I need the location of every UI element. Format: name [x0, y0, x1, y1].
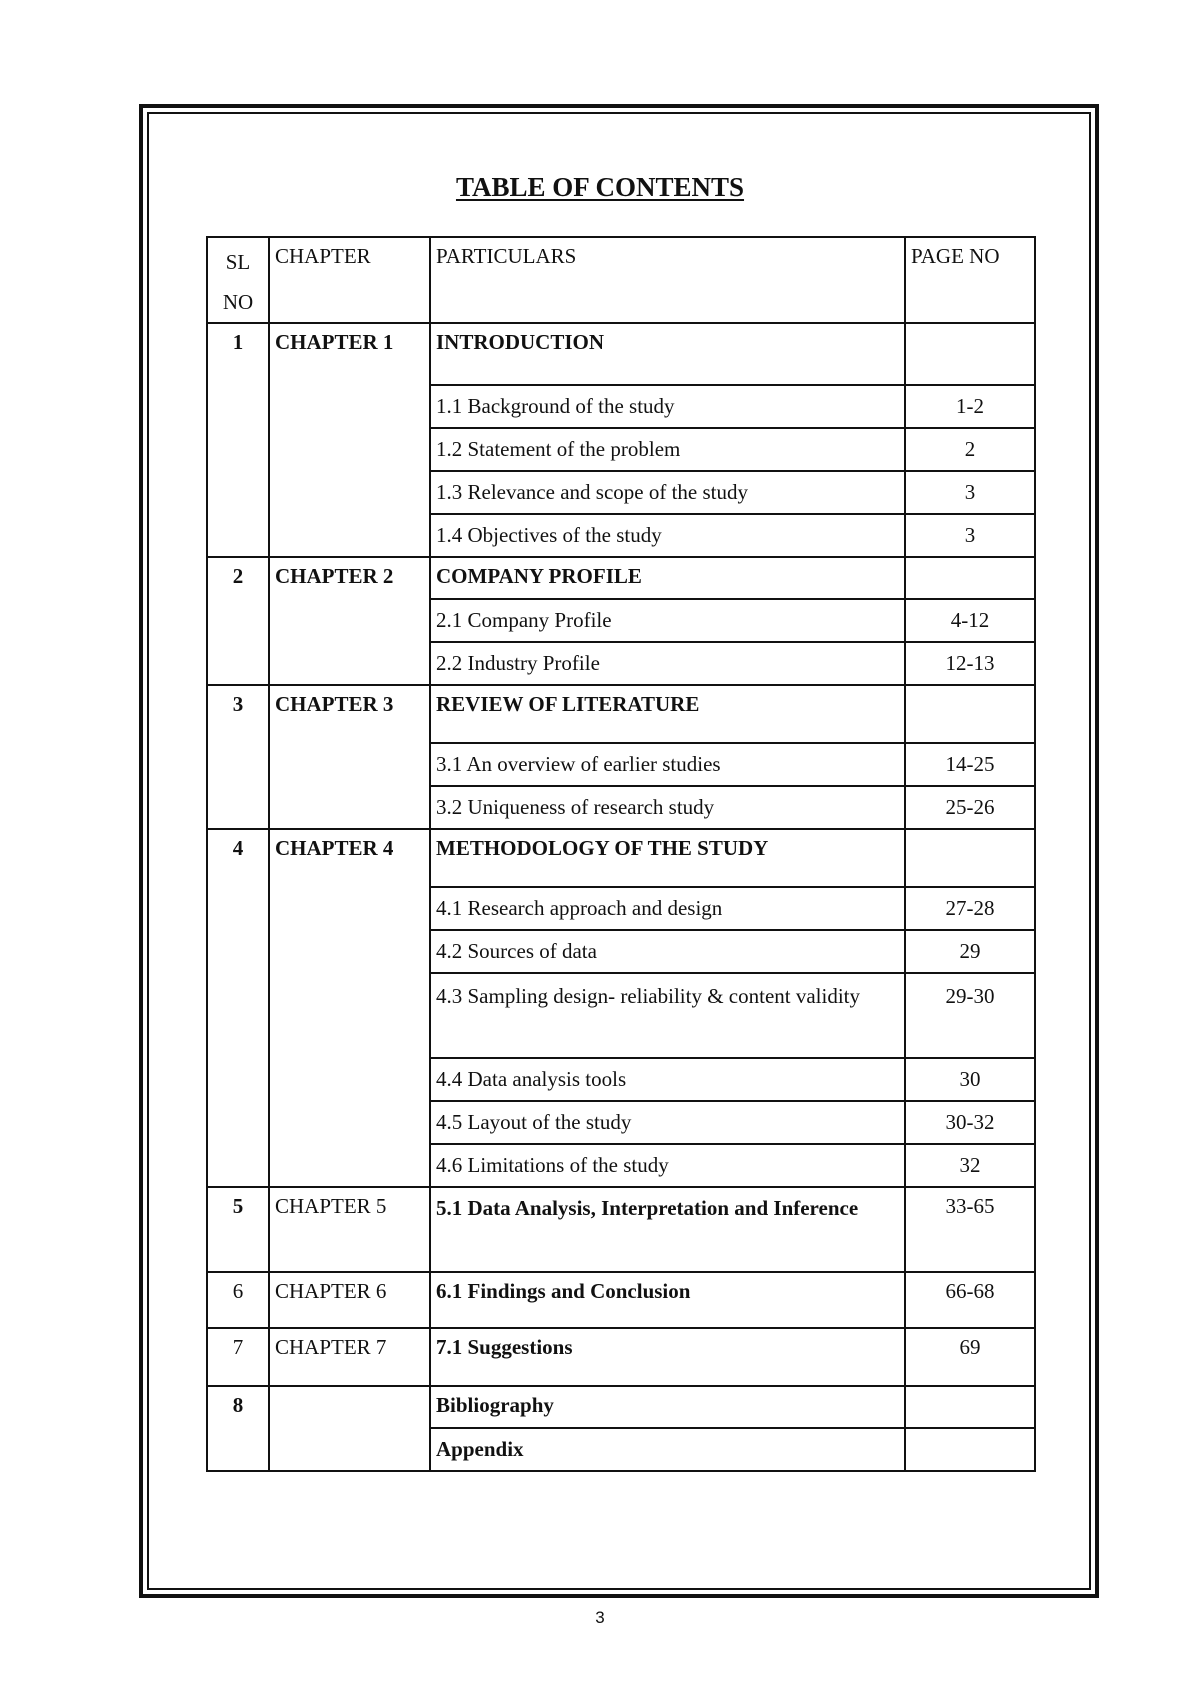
toc-entry: 4.1 Research approach and design [430, 887, 905, 930]
sl-no-cell: 3 [207, 685, 269, 829]
toc-entry: 1.3 Relevance and scope of the study [430, 471, 905, 514]
page-range-cell: 27-28 [905, 887, 1035, 930]
sl-no-cell: 1 [207, 323, 269, 557]
toc-entry: 4.2 Sources of data [430, 930, 905, 973]
section-heading: COMPANY PROFILE [430, 557, 905, 599]
section-heading: 5.1 Data Analysis, Interpretation and Inference [430, 1187, 905, 1272]
page-range-cell: 14-25 [905, 743, 1035, 786]
page-range-cell: 29 [905, 930, 1035, 973]
table-row [207, 1187, 1035, 1272]
toc-entry: 3.1 An overview of earlier studies [430, 743, 905, 786]
header-particulars: PARTICULARS [430, 237, 905, 323]
sl-no-cell: 4 [207, 829, 269, 1187]
page-range-cell: 3 [905, 471, 1035, 514]
heading-page-cell [905, 557, 1035, 599]
toc-entry: 4.5 Layout of the study [430, 1101, 905, 1144]
heading-page-cell [905, 829, 1035, 887]
page-range-cell: 29-30 [905, 973, 1035, 1058]
header-page-no: PAGE NO [905, 237, 1035, 323]
chapter-cell: CHAPTER 2 [269, 557, 430, 685]
header-row [207, 237, 1035, 323]
page-range-cell: 4-12 [905, 599, 1035, 642]
section-heading: INTRODUCTION [430, 323, 905, 385]
heading-page-cell: 66-68 [905, 1272, 1035, 1328]
heading-page-cell [905, 1386, 1035, 1428]
page-number: 3 [595, 1608, 605, 1627]
page-range-cell [905, 1428, 1035, 1471]
contents-table [206, 236, 1036, 1472]
sl-no-cell: 8 [207, 1386, 269, 1471]
chapter-cell: CHAPTER 7 [269, 1328, 430, 1386]
toc-entry: 4.4 Data analysis tools [430, 1058, 905, 1101]
heading-page-cell: 69 [905, 1328, 1035, 1386]
toc-entry: 1.4 Objectives of the study [430, 514, 905, 557]
section-heading: 7.1 Suggestions [430, 1328, 905, 1386]
toc-entry: 2.1 Company Profile [430, 599, 905, 642]
header-chapter: CHAPTER [269, 237, 430, 323]
chapter-cell: CHAPTER 6 [269, 1272, 430, 1328]
toc-entry: 3.2 Uniqueness of research study [430, 786, 905, 829]
table-row [207, 829, 1035, 887]
page-range-cell: 12-13 [905, 642, 1035, 685]
page-title: TABLE OF CONTENTS [455, 172, 745, 202]
chapter-cell: CHAPTER 1 [269, 323, 430, 557]
sl-no-cell: 5 [207, 1187, 269, 1272]
table-row [207, 1386, 1035, 1428]
page-range-cell: 30-32 [905, 1101, 1035, 1144]
page-range-cell: 25-26 [905, 786, 1035, 829]
section-heading: REVIEW OF LITERATURE [430, 685, 905, 743]
header-sl-no: SL NO [207, 237, 269, 323]
heading-page-cell: 33-65 [905, 1187, 1035, 1272]
table-row [207, 1272, 1035, 1328]
page-range-cell: 30 [905, 1058, 1035, 1101]
section-heading: 6.1 Findings and Conclusion [430, 1272, 905, 1328]
heading-page-cell [905, 323, 1035, 385]
sl-no-cell: 2 [207, 557, 269, 685]
sl-no-cell: 7 [207, 1328, 269, 1386]
chapter-cell [269, 1386, 430, 1471]
chapter-cell: CHAPTER 4 [269, 829, 430, 1187]
page-range-cell: 3 [905, 514, 1035, 557]
chapter-cell: CHAPTER 5 [269, 1187, 430, 1272]
toc-entry: 1.1 Background of the study [430, 385, 905, 428]
table-row [207, 1328, 1035, 1386]
toc-entry: 4.6 Limitations of the study [430, 1144, 905, 1187]
page-range-cell: 1-2 [905, 385, 1035, 428]
toc-entry: 1.2 Statement of the problem [430, 428, 905, 471]
toc-entry: 4.3 Sampling design- reliability & content validity [430, 973, 905, 1058]
section-heading: Bibliography [430, 1386, 905, 1428]
page-range-cell: 32 [905, 1144, 1035, 1187]
sl-no-cell: 6 [207, 1272, 269, 1328]
heading-page-cell [905, 685, 1035, 743]
table-row [207, 685, 1035, 743]
page-range-cell: 2 [905, 428, 1035, 471]
chapter-cell: CHAPTER 3 [269, 685, 430, 829]
toc-entry: 2.2 Industry Profile [430, 642, 905, 685]
section-heading: METHODOLOGY OF THE STUDY [430, 829, 905, 887]
toc-entry: Appendix [430, 1428, 905, 1471]
table-row [207, 323, 1035, 385]
contents-body [207, 323, 1035, 1471]
table-row [207, 557, 1035, 599]
